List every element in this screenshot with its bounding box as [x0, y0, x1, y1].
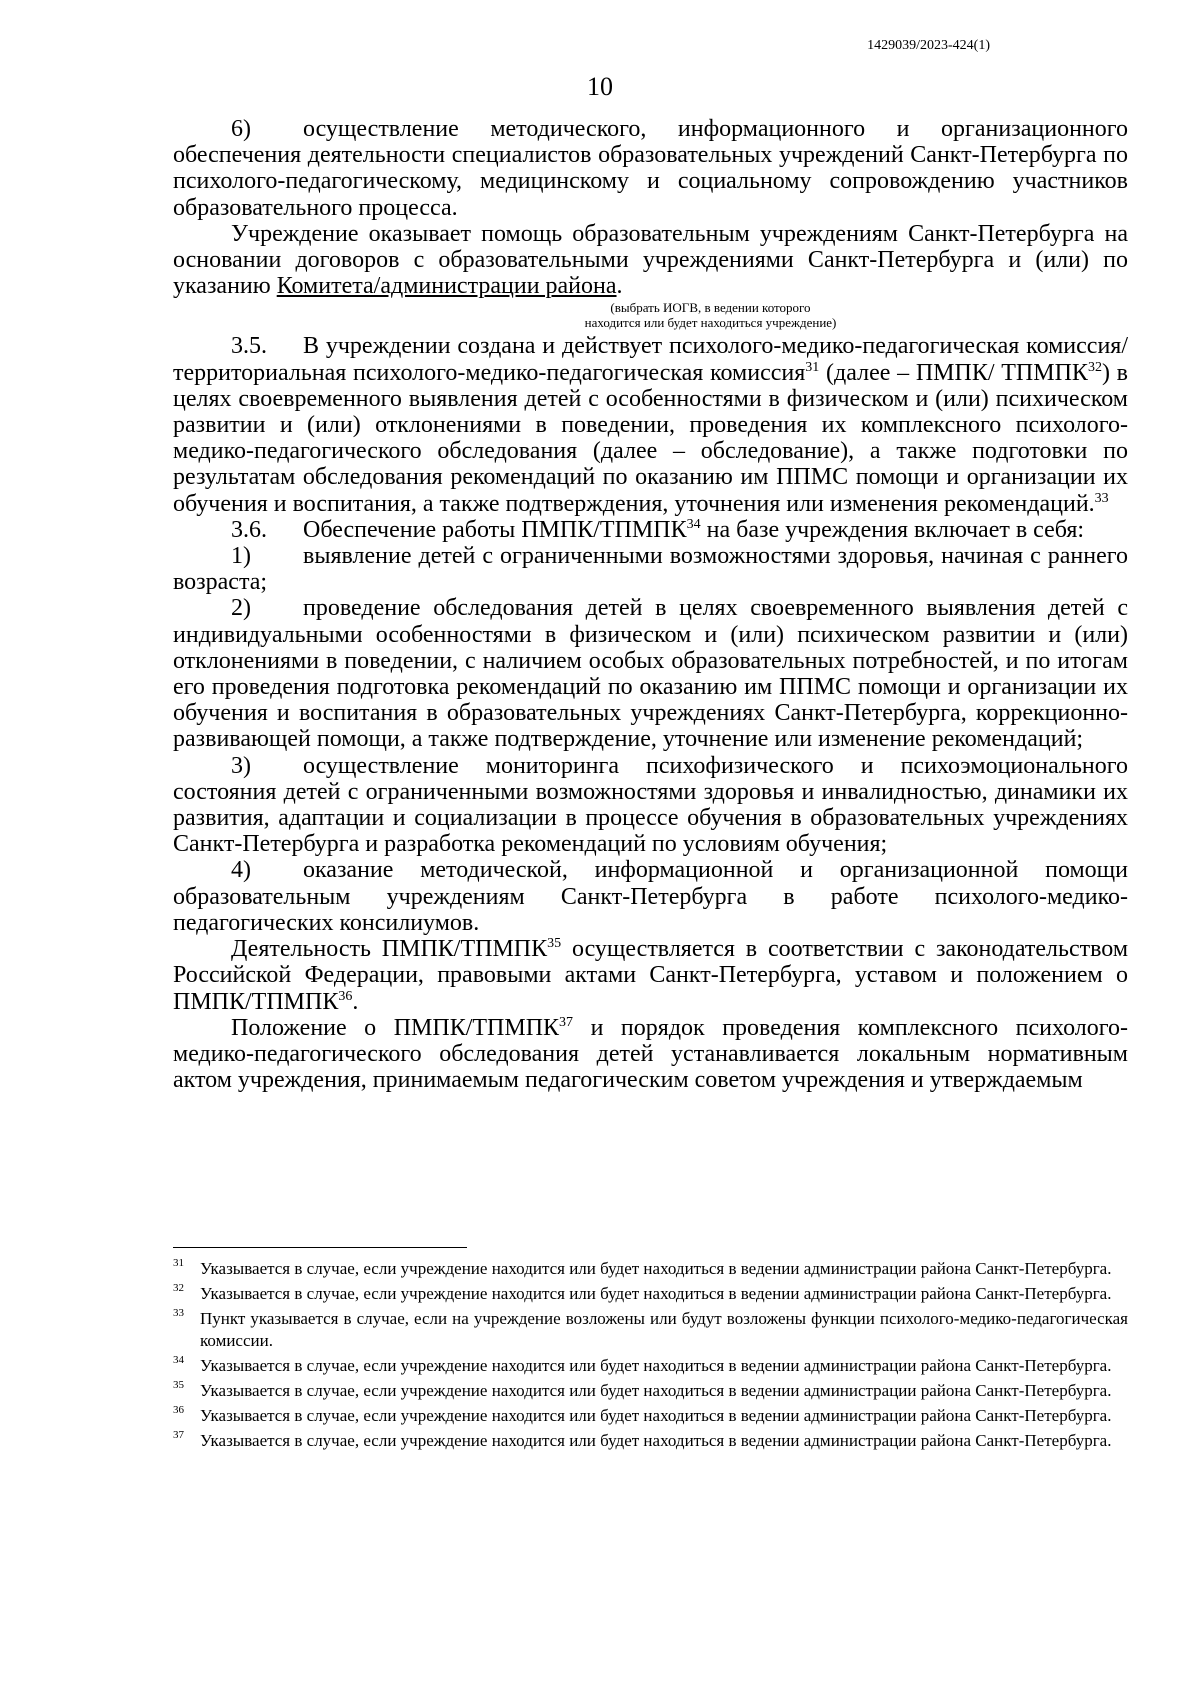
footnote-number: 35: [173, 1379, 184, 1391]
list-item-number: 4): [231, 857, 251, 884]
footnote-text: Указывается в случае, если учреждение находится или будет находиться в ведении администрации района Санкт-Петербурга.: [200, 1284, 1112, 1303]
footnote-text: Указывается в случае, если учреждение находится или будет находиться в ведении администрации района Санкт-Петербурга.: [200, 1406, 1112, 1425]
list-item-text: оказание методической, информационной и организационной помощи образовательным учреждениям Санкт-Петербурга в работе психолого-медико-педагогических консилиумов.: [173, 857, 1128, 936]
list-item-text: осуществление методического, информационного и организационного обеспечения деятельности специалистов образовательных учреждений Санкт-Петербурга по психолого-педагогическому, медицинскому и социальному сопровождению участников образовательного процесса.: [173, 116, 1128, 221]
footnote-text: Указывается в случае, если учреждение находится или будет находиться в ведении администрации района Санкт-Петербурга.: [200, 1431, 1112, 1450]
list-item-3: [173, 753, 1128, 858]
underlined-placeholder: Комитета/администрации района: [276, 273, 617, 300]
clause-3-5: 3.5. В учреждении создана и действует психолого-медико-педагогическая комиссия/территориальная психолого-медико-педагогическая комиссия$^{31}$ (далее – ПМПК/ ТПМПК$^{32}$) в целях своевременного выявления детей с особенностями в физическом и (или) психическом развитии и (или) отклонениями в поведении, проведения их комплексного психолого-медико-педагогического обследования (далее – обследование), а также подготовки по результатам обследования рекомендаций по оказанию им ППМС помощи и организации их обучения и воспитания, а также подтверждения, уточнения или изменения рекомендаций.$^{33}$: [173, 333, 1129, 517]
footnote-number: 31: [173, 1257, 184, 1269]
list-item-number: 3): [231, 752, 251, 779]
list-item-number: 6): [231, 116, 251, 142]
footnote: [173, 1308, 1128, 1352]
footnote-text: Пункт указывается в случае, если на учреждение возложены или будут возложены функции психолого-медико-педагогическая комиссии.: [200, 1309, 1128, 1350]
list-item-2: [173, 595, 1128, 752]
footnote: [173, 1430, 1128, 1452]
footnote-ref: 37: [559, 1014, 574, 1030]
footnote: [173, 1405, 1128, 1427]
footnote: [173, 1283, 1128, 1305]
footnote-number: 37: [173, 1429, 184, 1441]
document-body: [173, 116, 1128, 1093]
footnote-number: 34: [173, 1354, 184, 1366]
footnote-ref: 34: [686, 516, 701, 532]
hint-line: находится или будет находиться учреждение): [584, 315, 837, 331]
footnote-separator: [173, 1247, 467, 1248]
footnote-ref: 31: [805, 359, 820, 375]
list-item-number: 2): [231, 595, 251, 622]
footnote: [173, 1258, 1128, 1280]
paragraph-activity: Деятельность ПМПК/ТПМПК$^{35}$ осуществляется в соответствии с законодательством Российской Федерации, правовыми актами Санкт-Петербурга, уставом и положением о ПМПК/ТПМПК$^{36}$.: [173, 936, 1129, 1015]
clause-number: 3.6.: [231, 516, 267, 543]
placeholder-hint: [293, 300, 1128, 330]
list-item-6: [173, 116, 1128, 221]
clause-3-6: 3.6. Обеспечение работы ПМПК/ТПМПК$^{34}$ на базе учреждения включает в себя:: [231, 516, 1085, 543]
footnote-text: Указывается в случае, если учреждение находится или будет находиться в ведении администрации района Санкт-Петербурга.: [200, 1381, 1112, 1400]
footnotes: [173, 1258, 1128, 1455]
list-item-text: осуществление мониторинга психофизического и психоэмоционального состояния детей с ограниченными возможностями здоровья и инвалидностью, динамики их развития, адаптации и социализации в процессе обучения в образовательных учреждениях Санкт-Петербурга и разработка рекомендаций по условиям обучения;: [173, 752, 1128, 858]
footnote-ref: 35: [547, 936, 562, 952]
list-item-text: выявление детей с ограниченными возможностями здоровья, начиная с раннего возраста;: [173, 543, 1128, 596]
list-item-4: [173, 857, 1128, 936]
footnote-number: 32: [173, 1282, 184, 1294]
list-item-1: [173, 543, 1128, 595]
footnote-text: Указывается в случае, если учреждение находится или будет находиться в ведении администрации района Санкт-Петербурга.: [200, 1259, 1112, 1278]
footnote-number: 33: [173, 1307, 184, 1319]
footnote-ref: 32: [1087, 359, 1102, 375]
paragraph-text: Учреждение оказывает помощь образовательным учреждениям Санкт-Петербурга на основании договоров с образовательными учреждениями Санкт-Петербурга и (или) по указанию: [173, 220, 1128, 300]
clause-number: 3.5.: [231, 333, 267, 360]
paragraph-assistance: Учреждение оказывает помощь образовательным учреждениям Санкт-Петербурга на основании договоров с образовательными учреждениями Санкт-Петербурга и (или) по указанию Комитета/администрации района.: [173, 220, 1128, 300]
footnote-text: Указывается в случае, если учреждение находится или будет находиться в ведении администрации района Санкт-Петербурга.: [200, 1356, 1112, 1375]
footnote-number: 36: [173, 1404, 184, 1416]
footnote-ref: 33: [1094, 490, 1109, 506]
document-number: 1429039/2023-424(1): [867, 38, 990, 53]
paragraph-regulation: Положение о ПМПК/ТПМПК$^{37}$ и порядок проведения комплексного психолого-медико-педагогического обследования детей устанавливается локальным нормативным актом учреждения, принимаемым педагогическим советом учреждения и утверждаемым: [173, 1014, 1128, 1094]
list-item-number: 1): [231, 543, 251, 570]
footnote-ref: 36: [338, 988, 353, 1004]
page-number: 10: [587, 72, 613, 101]
hint-line: (выбрать ИОГВ, в ведении которого: [610, 300, 811, 316]
footnote: [173, 1380, 1128, 1402]
list-item-text: проведение обследования детей в целях своевременного выявления детей с индивидуальными особенностями в физическом и (или) психическом развитии и (или) отклонениями в поведении, с наличием особых образовательных потребностей, и по итогам его проведения подготовка рекомендаций по оказанию им ППМС помощи и организации их обучения и воспитания в образовательных учреждениях Санкт-Петербурга, коррекционно-развивающей помощи, а также подтверждение, уточнение или изменение рекомендаций;: [173, 595, 1128, 753]
footnote: [173, 1355, 1128, 1377]
